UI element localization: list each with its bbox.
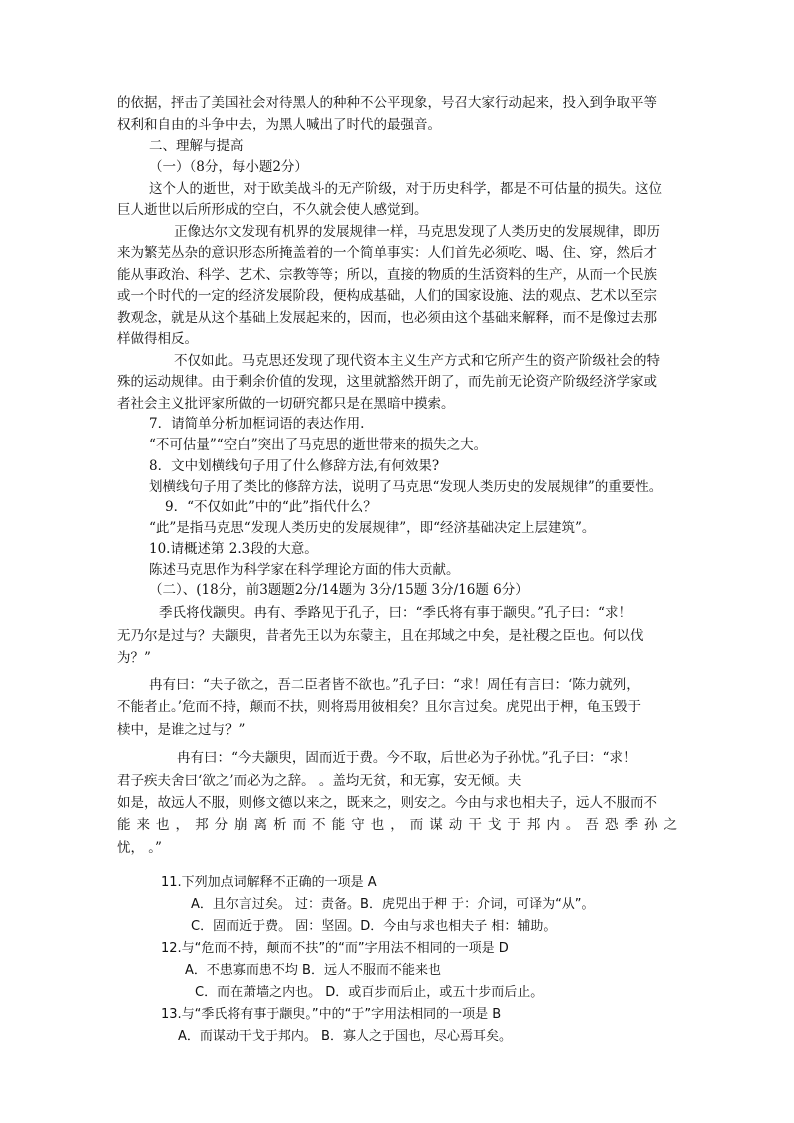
- option-line: A．而谋动干戈于邦内。 B．寡人之于国也，尽心焉耳矣。: [178, 1029, 512, 1044]
- option-line: C．而在萧墙之内也。 D．或百步而后止，或五十步而后止。: [195, 985, 544, 1000]
- text-line: 或一个时代的一定的经济发展阶段，便构成基础，人们的国家设施、法的观点、艺术以至宗: [117, 288, 657, 304]
- text-line: 这个人的逝世，对于欧美战斗的无产阶级，对于历史科学，都是不可估量的损失。这位: [149, 181, 662, 197]
- question-8: 8．文中划横线句子用了什么修辞方法,有何效果?: [149, 458, 440, 474]
- answer-8: 划横线句子用了类比的修辞方法，说明了马克思“发现人类历史的发展规律”的重要性。: [149, 479, 663, 495]
- text-line: 不仅如此。马克思还发现了现代资本主义生产方式和它所产生的资产阶级社会的特: [174, 353, 660, 369]
- subsection-heading: （一）（8分，每小题2分）: [149, 159, 308, 175]
- text-line: 如是，故远人不服，则修文德以来之，既来之，则安之。今由与求也相夫子，远人不服而不: [117, 795, 657, 811]
- text-line: 巨人逝世以后所形成的空白，不久就会使人感觉到。: [117, 202, 428, 218]
- text-line: 权利和自由的斗争中去，为黑人喊出了时代的最强音。: [117, 117, 441, 133]
- text-line: 君子疾夫舍曰‘欲之’而必为之辞。 。盖均无贫，和无寡，安无倾。夫: [117, 773, 522, 789]
- text-line: 椟中，是谁之过与？”: [117, 722, 246, 738]
- question-7: 7．请简单分析加框词语的表达作用.: [149, 416, 365, 432]
- text-line: 能从事政治、科学、艺术、宗教等等；所以，直接的物质的生活资料的生产，从而一个民族: [117, 267, 657, 283]
- text-line: 的依据，抨击了美国社会对待黑人的种种不公平现象，号召大家行动起来，投入到争取平等: [117, 95, 657, 111]
- text-line: 冉有曰：“夫子欲之，吾二臣者皆不欲也。”孔子曰：“求！周任有言曰：‘陈力就列，: [149, 677, 640, 693]
- option-line: A．且尔言过矣。 过：责备。B．虎兕出于柙 于：介词，可译为“从”。: [191, 897, 595, 912]
- question-13: 13.与“季氏将有事于颛臾。”中的“于”字用法相同的一项是 B: [161, 1007, 502, 1022]
- section-heading: 二、理解与提高: [149, 138, 244, 154]
- question-11: 11.下列加点词解释不正确的一项是 A: [161, 875, 377, 890]
- question-12: 12.与“危而不持，颠而不扶”的“而”字用法不相同的一项是 D: [161, 941, 509, 956]
- option-line: C．固而近于费。 固：坚固。D．今由与求也相夫子 相：辅助。: [191, 919, 557, 934]
- text-line: 冉有曰：“今夫颛臾，固而近于费。今不取，后世必为子孙忧。”孔子曰：“求！: [177, 750, 637, 766]
- text-line: 样做得相反。: [117, 331, 198, 347]
- text-line: 无乃尔是过与？夫颛臾，昔者先王以为东蒙主，且在邦域之中矣，是社稷之臣也。何以伐: [117, 628, 644, 644]
- question-10: 10.请概述第 2.3段的大意。: [149, 541, 318, 557]
- text-line: 教观念，就是从这个基础上发展起来的，因而，也必须由这个基础来解释，而不是像过去那: [117, 310, 657, 326]
- answer-10: 陈述马克思作为科学家在科学理论方面的伟大贡献。: [149, 562, 460, 578]
- answer-9: “此”是指马克思“发现人类历史的发展规律”，即“经济基础决定上层建筑”。: [149, 520, 596, 536]
- text-line: 为？”: [117, 650, 151, 666]
- text-line: 忧， 。”: [117, 840, 162, 856]
- answer-7: “不可估量”“空白”突出了马克思的逝世带来的损失之大。: [149, 437, 488, 453]
- question-9: 9．“不仅如此”中的“此”指代什么？: [165, 499, 377, 515]
- text-line: 来为繁芜丛杂的意识形态所掩盖着的一个简单事实：人们首先必须吃、喝、住、穿，然后才: [117, 245, 657, 261]
- text-line: 能来也，邦分崩离析而不能守也，而谋动干戈于邦内。吾恐季孙之: [117, 817, 677, 833]
- text-line: 正像达尔文发现有机界的发展规律一样，马克思发现了人类历史的发展规律，即历: [174, 224, 660, 240]
- text-line: 殊的运动规律。由于剩余价值的发现，这里就豁然开朗了，而先前无论资产阶级经济学家或: [117, 374, 657, 390]
- subsection-heading: （二）、(18分，前3题题2分/14题为 3分/15题 3分/16题 6分）: [149, 582, 529, 598]
- text-line: 季氏将伐颛臾。冉有、季路见于孔子，曰：“季氏将有事于颛臾。”孔子曰：“求！: [159, 605, 632, 621]
- option-line: A．不患寡而患不均 B．远人不服而不能来也: [185, 963, 441, 978]
- text-line: 不能者止。’危而不持，颠而不扶，则将焉用彼相矣？且尔言过矣。虎兕出于柙，龟玉毁于: [117, 699, 642, 715]
- text-line: 者社会主义批评家所做的一切研究都只是在黑暗中摸索。: [117, 396, 455, 412]
